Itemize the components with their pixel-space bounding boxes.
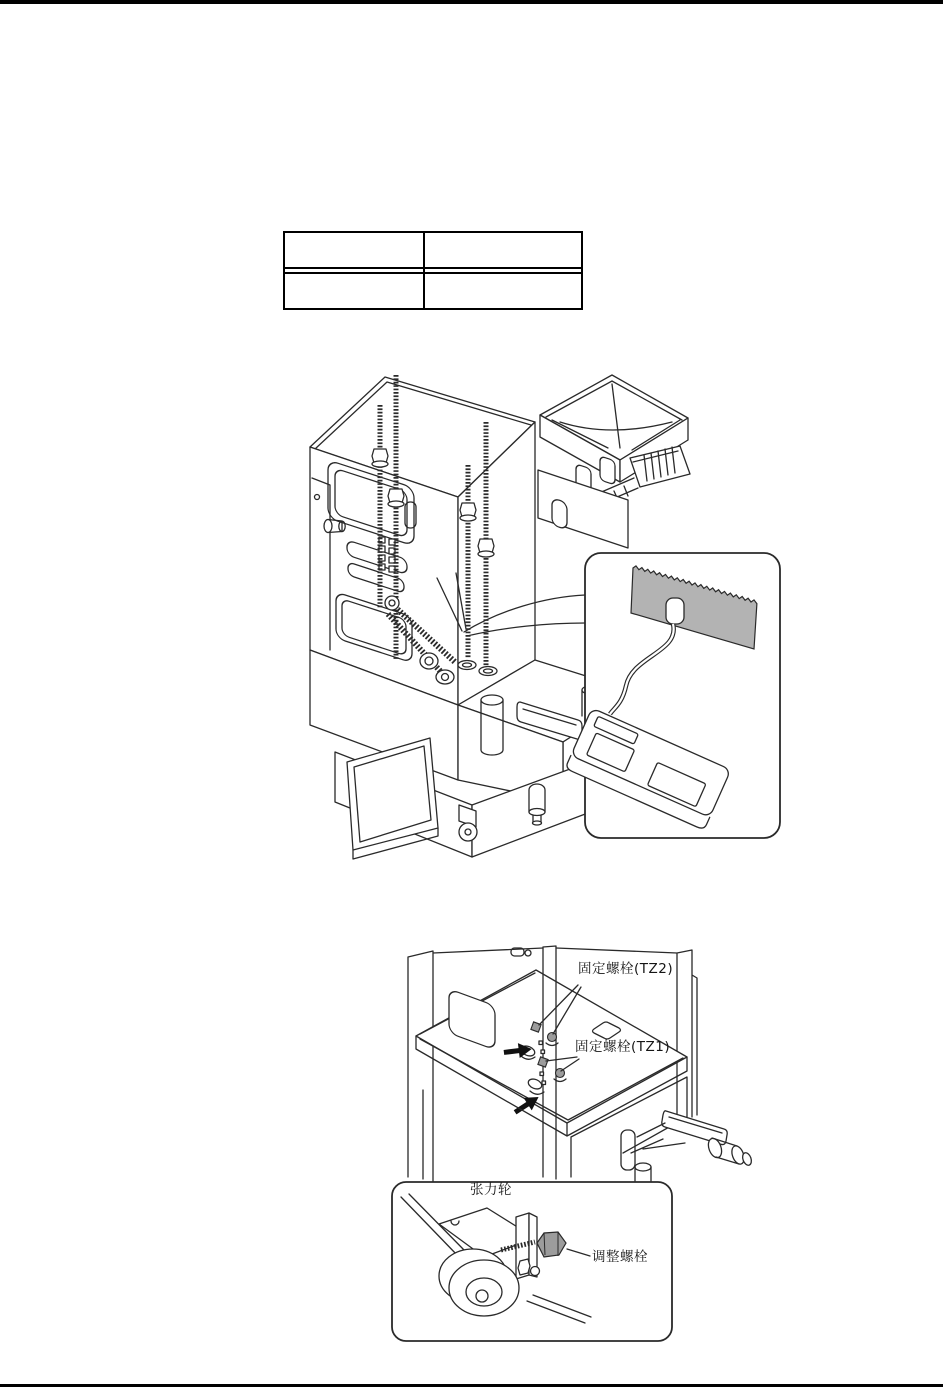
spec-table: [283, 231, 583, 310]
figure-belt-tension-measurement: [290, 360, 790, 860]
callout-belt-tension: [565, 553, 780, 838]
spec-table-header-row: [285, 233, 581, 269]
tension-sensor: [666, 598, 684, 624]
spec-table-body-row: [285, 272, 581, 308]
side-knob: [324, 520, 345, 533]
figure-tension-adjustment: [385, 945, 763, 1345]
roller: [706, 1137, 753, 1167]
label-fixing-bolt-tz1: 固定螺栓(TZ1): [575, 1039, 671, 1055]
label-fixing-bolt-tz2: 固定螺栓(TZ2): [578, 961, 674, 977]
tray: [347, 738, 438, 859]
bottom-rule: [0, 1384, 943, 1387]
label-tension-wheel: 张力轮: [470, 1182, 512, 1198]
spec-table-column-divider: [423, 233, 425, 308]
label-adjusting-bolt: 调整螺栓: [592, 1249, 648, 1265]
top-rule: [0, 0, 943, 4]
